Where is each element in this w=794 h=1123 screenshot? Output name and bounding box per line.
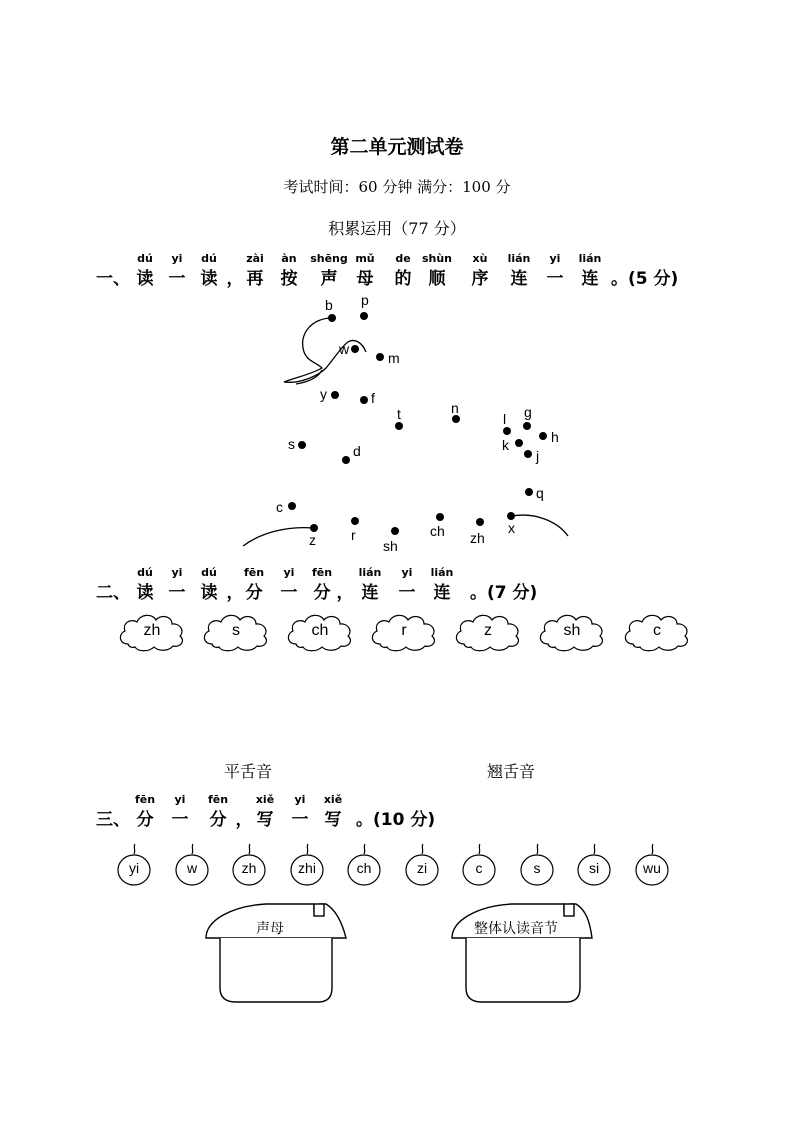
house-label-whole: 整体认读音节 <box>474 921 558 937</box>
cloud-text: ch <box>311 622 329 639</box>
puzzle-label-q: q <box>536 485 544 501</box>
pinyin-label: lián <box>578 252 602 265</box>
cloud-text: r <box>401 622 407 639</box>
pinyin-label: lián <box>358 566 382 579</box>
hanzi-char: 分 <box>245 583 263 603</box>
hanzi-char: 一 <box>171 810 189 830</box>
hanzi-char: 再 <box>246 269 264 289</box>
hanzi-char: 序 <box>471 269 489 289</box>
pinyin-label: xiě <box>323 793 343 806</box>
puzzle-label-zh: zh <box>470 530 485 546</box>
q1-number: 一、 <box>96 269 130 289</box>
pinyin-label: fēn <box>134 793 156 806</box>
hanzi-char: 写 <box>256 810 274 830</box>
puzzle-label-t: t <box>397 406 401 422</box>
fruit-text: w <box>186 860 198 876</box>
hanzi-char: ， <box>226 269 244 289</box>
hanzi-char: 一 <box>546 269 564 289</box>
hanzi-char: ， <box>235 810 253 830</box>
hanzi-char: 的 <box>394 269 412 289</box>
puzzle-label-z: z <box>309 532 316 548</box>
puzzle-label-c: c <box>276 499 283 515</box>
puzzle-label-d: d <box>353 443 361 459</box>
q2-number: 二、 <box>96 583 130 603</box>
category-curled-tongue: 翘舌音 <box>487 762 536 781</box>
puzzle-label-f: f <box>371 390 375 406</box>
q1-score: 。(5 分) <box>611 269 679 289</box>
hanzi-char: 连 <box>510 269 528 289</box>
hanzi-char: 分 <box>136 810 154 830</box>
fruit-text: s <box>533 860 541 876</box>
fruit-text: wu <box>643 860 661 876</box>
q2-score: 。(7 分) <box>470 583 538 603</box>
fruit-text: zi <box>416 860 428 876</box>
category-flat-tongue: 平舌音 <box>224 762 273 781</box>
hanzi-char: 分 <box>313 583 331 603</box>
cloud-text: zh <box>143 622 161 639</box>
puzzle-label-l: l <box>503 411 507 427</box>
puzzle-label-x: x <box>508 520 515 536</box>
hanzi-char: 连 <box>581 269 599 289</box>
puzzle-label-g: g <box>524 404 532 420</box>
hanzi-char: 一 <box>291 810 309 830</box>
page-title: 第二单元测试卷 <box>330 136 464 158</box>
cloud-text: s <box>232 622 240 639</box>
hanzi-char: 声 <box>320 269 338 289</box>
puzzle-label-b: b <box>325 297 333 313</box>
puzzle-label-r: r <box>351 527 356 543</box>
pinyin-label: yi <box>294 793 306 806</box>
puzzle-label-sh: sh <box>383 538 398 554</box>
cloud-text: z <box>484 622 492 639</box>
puzzle-label-y: y <box>320 386 327 402</box>
puzzle-label-w: w <box>339 341 350 357</box>
house-label-initials: 声母 <box>256 921 284 937</box>
exam-info: 考试时间：60 分钟 满分：100 分 <box>283 178 511 196</box>
hanzi-char: 读 <box>200 583 218 603</box>
pinyin-label: yi <box>171 566 183 579</box>
pinyin-label: yi <box>171 252 183 265</box>
puzzle-label-ch: ch <box>430 523 445 539</box>
puzzle-label-k: k <box>502 437 509 453</box>
pinyin-label: yi <box>549 252 561 265</box>
puzzle-label-j: j <box>536 448 540 464</box>
q3-score: 。(10 分) <box>356 810 436 830</box>
hanzi-char: 一 <box>168 269 186 289</box>
pinyin-label: fēn <box>243 566 265 579</box>
hanzi-char: 顺 <box>428 269 446 289</box>
hanzi-char: 一 <box>398 583 416 603</box>
pinyin-label: fēn <box>207 793 229 806</box>
puzzle-label-s: s <box>288 436 295 452</box>
hanzi-char: ， <box>336 583 354 603</box>
hanzi-char: 读 <box>200 269 218 289</box>
hanzi-char: 母 <box>356 269 374 289</box>
hanzi-char: 读 <box>136 583 154 603</box>
fruit-text: ch <box>356 860 372 876</box>
pinyin-label: fēn <box>311 566 333 579</box>
hanzi-char: 一 <box>168 583 186 603</box>
hanzi-char: 连 <box>433 583 451 603</box>
cloud-text: sh <box>563 622 581 639</box>
puzzle-label-m: m <box>388 350 400 366</box>
hanzi-char: 按 <box>280 269 298 289</box>
pinyin-label: de <box>395 252 411 265</box>
pinyin-label: mǔ <box>355 252 375 265</box>
pinyin-label: xù <box>472 252 488 265</box>
fruit-text: c <box>475 860 483 876</box>
cloud-text: c <box>653 622 661 639</box>
hanzi-char: 一 <box>280 583 298 603</box>
pinyin-label: lián <box>507 252 531 265</box>
puzzle-label-h: h <box>551 429 559 445</box>
pinyin-label: dú <box>137 252 153 265</box>
pinyin-label: zài <box>246 252 264 265</box>
pinyin-label: shēng <box>310 252 348 265</box>
pinyin-label: dú <box>201 566 217 579</box>
fruit-text: yi <box>128 860 140 876</box>
puzzle-label-n: n <box>451 400 459 416</box>
fruit-text: si <box>588 860 600 876</box>
puzzle-label-p: p <box>361 292 369 308</box>
pinyin-label: yi <box>283 566 295 579</box>
pinyin-label: xiě <box>255 793 275 806</box>
pinyin-label: yi <box>174 793 186 806</box>
pinyin-label: dú <box>201 252 217 265</box>
fruit-text: zhi <box>298 860 316 876</box>
q3-number: 三、 <box>96 810 130 830</box>
hanzi-char: 写 <box>324 810 342 830</box>
hanzi-char: 连 <box>361 583 379 603</box>
pinyin-label: lián <box>430 566 454 579</box>
pinyin-label: yi <box>401 566 413 579</box>
hanzi-char: 分 <box>209 810 227 830</box>
hanzi-char: ， <box>226 583 244 603</box>
hanzi-char: 读 <box>136 269 154 289</box>
pinyin-label: àn <box>281 252 297 265</box>
fruit-text: zh <box>241 860 257 876</box>
pinyin-label: dú <box>137 566 153 579</box>
section-heading: 积累运用（77 分） <box>328 219 466 238</box>
pinyin-label: shùn <box>421 252 453 265</box>
